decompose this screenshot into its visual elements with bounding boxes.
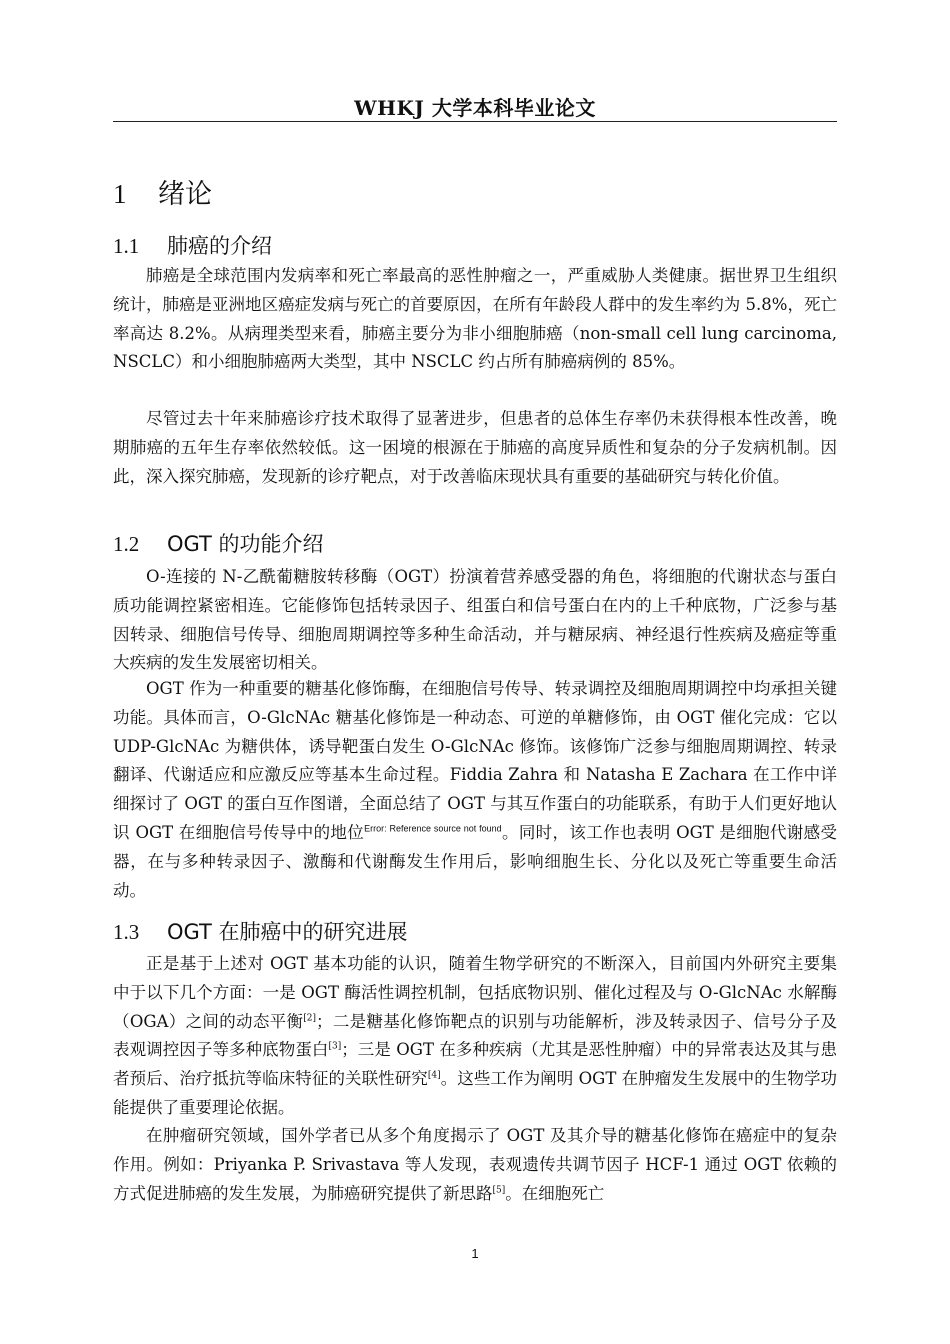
paragraph-text: ；三是 OGT 在多种疾病（尤其是恶性肿瘤）中的异常表达及其与患者预后、治疗抵抗等临床特征的关联性研究	[113, 1040, 838, 1089]
paragraph-text: 正是基于上述对 OGT 基本功能的认识，随着生物学研究的不断深入，目前国内外研究主要集中于以下几个方面：一是 OGT 酶活性调控机制，包括底物识别、催化过程及与 O-GlcNAc 水解酶（OGA）之间的动态平衡	[113, 954, 837, 1031]
paragraph-text: 。同时，该工作也表明 OGT 是细胞代谢感受器，在与多种转录因子、激酶和代谢酶发生作用后，影响细胞生长、分化以及死亡等重要生命活动。	[113, 822, 838, 900]
reference-error: Error: Reference source not found	[364, 823, 502, 834]
section-title: OGT 在肺癌中的研究进展	[167, 920, 408, 944]
paragraph-progress-2	[113, 1122, 837, 1208]
citation-4: [4]	[427, 1070, 441, 1081]
paragraph-ogt-2	[113, 675, 837, 905]
chapter-heading	[113, 172, 212, 211]
section-heading-1-3	[113, 916, 408, 946]
paragraph-text: 。这些工作为阐明 OGT 在肿瘤发生发展中的生物学功能提供了重要理论依据。	[113, 1069, 838, 1117]
section-number: 1.2	[113, 532, 140, 556]
paragraph-lung-cancer-2: 尽管过去十年来肺癌诊疗技术取得了显著进步，但患者的总体生存率仍未获得根本性改善，晚期肺癌的五年生存率依然较低。这一困境的根源在于肺癌的高度异质性和复杂的分子发病机制。因此，深入探究肺癌，发现新的诊疗靶点，对于改善临床现状具有重要的基础研究与转化价值。	[113, 409, 837, 486]
section-title: 肺癌的介绍	[167, 234, 272, 258]
section-heading-1-1	[113, 230, 272, 260]
chapter-number: 1	[113, 179, 127, 209]
paragraph-text: 。在细胞死亡	[505, 1183, 605, 1203]
paragraph-lung-cancer-1: 肺癌是全球范围内发病率和死亡率最高的恶性肿瘤之一，严重威胁人类健康。据世界卫生组织统计，肺癌是亚洲地区癌症发病与死亡的首要原因，在所有年龄段人群中的发生率约为 5.8%，死亡率高达 8.2%。从病理类型来看，肺癌主要分为非小细胞肺癌（non-small cell lung carcinoma, NSCLC）和小细胞肺癌两大类型，其中 NSCLC 约占所有肺癌病例的 85%。	[113, 266, 837, 372]
page-header: WHKJ 大学本科毕业论文	[354, 96, 596, 120]
chapter-title: 绪论	[158, 179, 212, 210]
citation-5: [5]	[492, 1185, 506, 1196]
paragraph-progress-1	[113, 950, 837, 1123]
section-title: OGT 的功能介绍	[167, 532, 324, 556]
paragraph-text: ；二是糖基化修饰靶点的识别与功能解析，涉及转录因子、信号分子及表观调控因子等多种底物蛋白	[113, 1011, 838, 1060]
paragraph-ogt-1: O-连接的 N-乙酰葡糖胺转移酶（OGT）扮演着营养感受器的角色，将细胞的代谢状态与蛋白质功能调控紧密相连。它能修饰包括转录因子、组蛋白和信号蛋白在内的上千种底物，广泛参与基因转录、细胞信号传导、细胞周期调控等多种生命活动，并与糖尿病、神经退行性疾病及癌症等重大疾病的发生发展密切相关。	[113, 567, 837, 673]
section-heading-1-2	[113, 528, 324, 558]
citation-2: [2]	[303, 1013, 317, 1024]
page-number: 1	[471, 1246, 479, 1261]
paragraph-text: OGT 作为一种重要的糖基化修饰酶，在细胞信号传导、转录调控及细胞周期调控中均承担关键功能。具体而言，O-GlcNAc 糖基化修饰是一种动态、可逆的单糖修饰，由 OGT 催化完成：它以 UDP-GlcNAc 为糖供体，诱导靶蛋白发生 O-GlcNAc 修饰。该修饰广泛参与细胞周期调控、转录翻译、代谢适应和应激反应等基本生命过程。Fiddia Zahra 和 Natasha E Zachara 在工作中详细探讨了 OGT 的蛋白互作图谱，全面总结了 OGT 与其互作蛋白的功能联系，有助于人们更好地认识 OGT 在细胞信号传导中的地位	[113, 679, 837, 842]
paragraph-text: 在肿瘤研究领域，国外学者已从多个角度揭示了 OGT 及其介导的糖基化修饰在癌症中的复杂作用。例如：Priyanka P. Srivastava 等人发现，表观遗传共调节因子 HCF-1 通过 OGT 依赖的方式促进肺癌的发生发展，为肺癌研究提供了新思路	[113, 1126, 837, 1203]
citation-3: [3]	[328, 1041, 342, 1052]
section-number: 1.1	[113, 234, 140, 258]
section-number: 1.3	[113, 920, 140, 944]
header-rule	[113, 121, 837, 122]
